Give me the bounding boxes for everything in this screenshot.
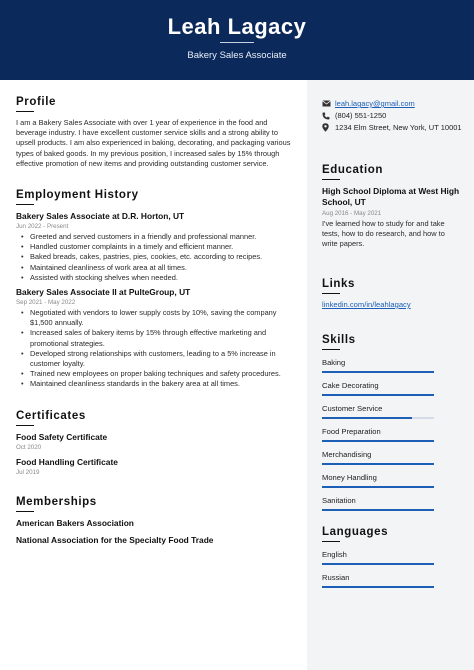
section-underline [16, 204, 34, 205]
skill-name: Baking [322, 358, 346, 367]
skill-level-bar [322, 440, 434, 442]
certificate-date: Jul 2019 [16, 468, 40, 476]
skill-level-fill [322, 463, 434, 465]
language-name: English [322, 550, 347, 559]
skill-level-bar [322, 371, 434, 373]
section-heading: Languages [322, 526, 389, 538]
list-item: • Negotiated with vendors to lower supply costs by 10%, saving the company $1,500 annually. [16, 308, 292, 328]
language-item [322, 550, 462, 565]
skill-name: Customer Service [322, 404, 383, 413]
list-item: • Developed strong relationships with customers, leading to a 5% increase in customer loyalty. [16, 349, 292, 369]
section-heading: Skills [322, 334, 356, 346]
section-underline [16, 111, 34, 112]
skill-item [322, 427, 462, 442]
section-heading: Links [322, 278, 356, 290]
profile-text: I am a Bakery Sales Associate with over 1 year of experience in the food and beverage industry. I have excellent customer service skills and a strong ability to upsell products. I am also experienced in baking, decorating, and packaging various types of baked goods. In my previous position, I increased sales by 15% through effective promotion of new items and providing outstanding customer service. [16, 118, 291, 168]
phone-icon [322, 110, 335, 121]
skill-level-bar [322, 509, 434, 511]
email-link[interactable]: leah.lagacy@gmail.com [335, 99, 415, 108]
links-section [322, 278, 462, 309]
language-level-bar [322, 563, 434, 565]
skill-name: Merchandising [322, 450, 372, 459]
job-entry-date: Sep 2021 - May 2022 [16, 299, 76, 307]
skills-section [322, 334, 462, 519]
phone-number: (804) 551-1250 [335, 111, 387, 120]
language-level-fill [322, 586, 434, 588]
language-name: Russian [322, 573, 350, 582]
contact-email-row [322, 98, 462, 109]
language-level-bar [322, 586, 434, 588]
skill-level-fill [322, 486, 434, 488]
section-heading: Certificates [16, 409, 86, 422]
section-underline [322, 293, 340, 294]
languages-list [322, 550, 462, 588]
list-item: • Greeted and served customers in a friendly and professional manner. [16, 232, 292, 242]
list-item: • Handled customer complaints in a timely and efficient manner. [16, 242, 292, 252]
list-item: • Trained new employees on proper baking techniques and safety procedures. [16, 369, 292, 379]
section-underline [16, 425, 34, 426]
contact-phone-row [322, 110, 462, 121]
job-bullets [16, 308, 292, 390]
skill-item [322, 358, 462, 373]
skill-level-fill [322, 417, 412, 419]
section-heading: Profile [16, 96, 56, 108]
address: 1234 Elm Street, New York, UT 10001 [335, 123, 462, 132]
section-underline [322, 541, 340, 542]
list-item: • Increased sales of bakery items by 15% through effective marketing and promotional strategies. [16, 328, 292, 348]
list-item: • Baked breads, cakes, pastries, pies, cookies, etc. according to recipes. [16, 252, 292, 262]
skill-name: Sanitation [322, 496, 356, 505]
membership-item: American Bakers Association [16, 517, 134, 528]
memberships-section [16, 496, 292, 545]
job-entry-date: Jun 2022 - Present [16, 223, 69, 231]
linkedin-link[interactable]: linkedin.com/in/leahlagacy [322, 300, 411, 309]
section-heading: Memberships [16, 495, 97, 508]
skill-level-fill [322, 371, 434, 373]
skill-level-fill [322, 394, 434, 396]
skill-name: Money Handling [322, 473, 377, 482]
resume-header [0, 0, 474, 80]
job-entry [16, 211, 292, 283]
education-text: I've learned how to study for and take tests, how to do research, and how to write papers. [322, 219, 445, 249]
certificate-name: Food Handling Certificate [16, 456, 118, 467]
language-level-fill [322, 563, 434, 565]
certificate-date: Oct 2020 [16, 443, 42, 451]
section-heading: Employment History [16, 189, 139, 202]
languages-section [322, 526, 462, 596]
education-date: Aug 2016 - May 2021 [322, 210, 382, 217]
skill-item [322, 404, 462, 419]
job-entry [16, 287, 292, 390]
header-divider [220, 42, 254, 43]
contact-block [322, 98, 462, 133]
main-column [16, 96, 292, 545]
skill-level-bar [322, 486, 434, 488]
skill-item [322, 450, 462, 465]
skills-list [322, 358, 462, 511]
certificate-name: Food Safety Certificate [16, 431, 108, 442]
skill-item [322, 381, 462, 396]
contact-address-row [322, 122, 462, 133]
membership-item: National Association for the Specialty Food Trade [16, 534, 214, 545]
list-item: • Assisted with stocking shelves when needed. [16, 273, 292, 283]
email-icon [322, 98, 335, 109]
skill-level-bar [322, 463, 434, 465]
education-section [322, 164, 462, 250]
skill-level-bar [322, 417, 434, 419]
skill-level-fill [322, 509, 434, 511]
education-degree: High School Diploma at West High School, UT [322, 186, 460, 207]
certificates-section [16, 410, 292, 476]
job-entry-title: Bakery Sales Associate II at PulteGroup, UT [16, 287, 191, 298]
candidate-name: Leah Lagacy [167, 14, 307, 39]
skill-item [322, 473, 462, 488]
section-underline [322, 179, 340, 180]
location-pin-icon [322, 122, 335, 133]
employment-section [16, 189, 292, 390]
job-title: Bakery Sales Associate [187, 50, 287, 61]
profile-section [16, 96, 292, 169]
skill-item [322, 496, 462, 511]
section-underline [322, 349, 340, 350]
skill-level-bar [322, 394, 434, 396]
skill-level-fill [322, 440, 434, 442]
job-bullets [16, 232, 292, 283]
list-item: • Maintained cleanliness standards in the bakery area at all times. [16, 379, 292, 389]
job-entry-title: Bakery Sales Associate at D.R. Horton, UT [16, 211, 185, 222]
list-item: • Maintained cleanliness of work area at all times. [16, 263, 292, 273]
language-item [322, 573, 462, 588]
section-underline [16, 511, 34, 512]
skill-name: Cake Decorating [322, 381, 379, 390]
section-heading: Education [322, 164, 383, 176]
skill-name: Food Preparation [322, 427, 381, 436]
